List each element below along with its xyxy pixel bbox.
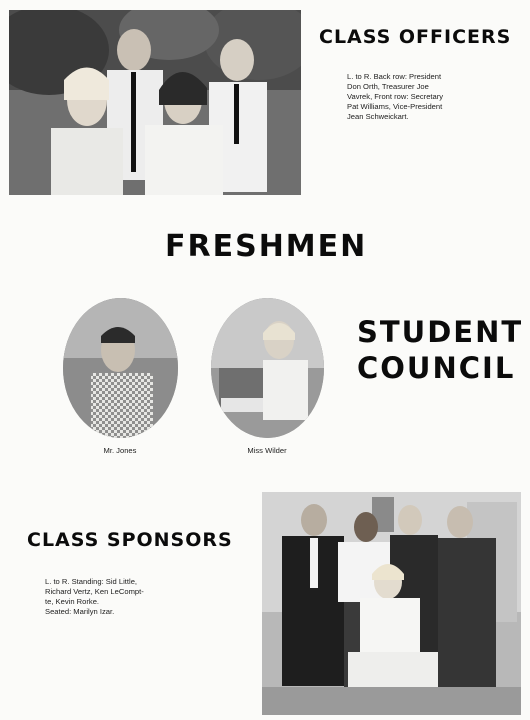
miss-wilder-portrait — [211, 298, 324, 438]
caption-line: L. to R. Standing: Sid Little, — [45, 577, 138, 586]
class-officers-photo — [9, 10, 301, 195]
class-sponsors-photo — [262, 492, 521, 715]
caption-line: Richard Vertz, Ken LeCompt- — [45, 587, 144, 596]
student-council-heading — [357, 314, 523, 386]
student-council-line-1: STUDENT — [357, 315, 524, 349]
miss-wilder-name: Miss Wilder — [247, 446, 287, 455]
class-sponsors-heading: CLASS SPONSORS — [27, 529, 233, 551]
caption-line: Don Orth, Treasurer Joe — [347, 82, 429, 91]
caption-line: L. to R. Back row: President — [347, 72, 442, 81]
class-sponsors-caption — [45, 577, 205, 617]
mr-jones-portrait — [63, 298, 178, 438]
caption-line: Jean Schweickart. — [347, 112, 409, 121]
caption-line: Pat Williams, Vice-President — [347, 102, 443, 111]
caption-line: te, Kevin Rorke. — [45, 597, 100, 606]
class-officers-heading: CLASS OFFICERS — [319, 26, 512, 48]
class-officers-caption — [347, 72, 487, 122]
freshmen-title: FRESHMEN — [165, 229, 368, 264]
student-council-line-2: COUNCIL — [357, 351, 516, 385]
caption-line: Seated: Marilyn Izar. — [45, 607, 115, 616]
caption-line: Vavrek, Front row: Secretary — [347, 92, 444, 101]
mr-jones-name: Mr. Jones — [103, 446, 137, 455]
